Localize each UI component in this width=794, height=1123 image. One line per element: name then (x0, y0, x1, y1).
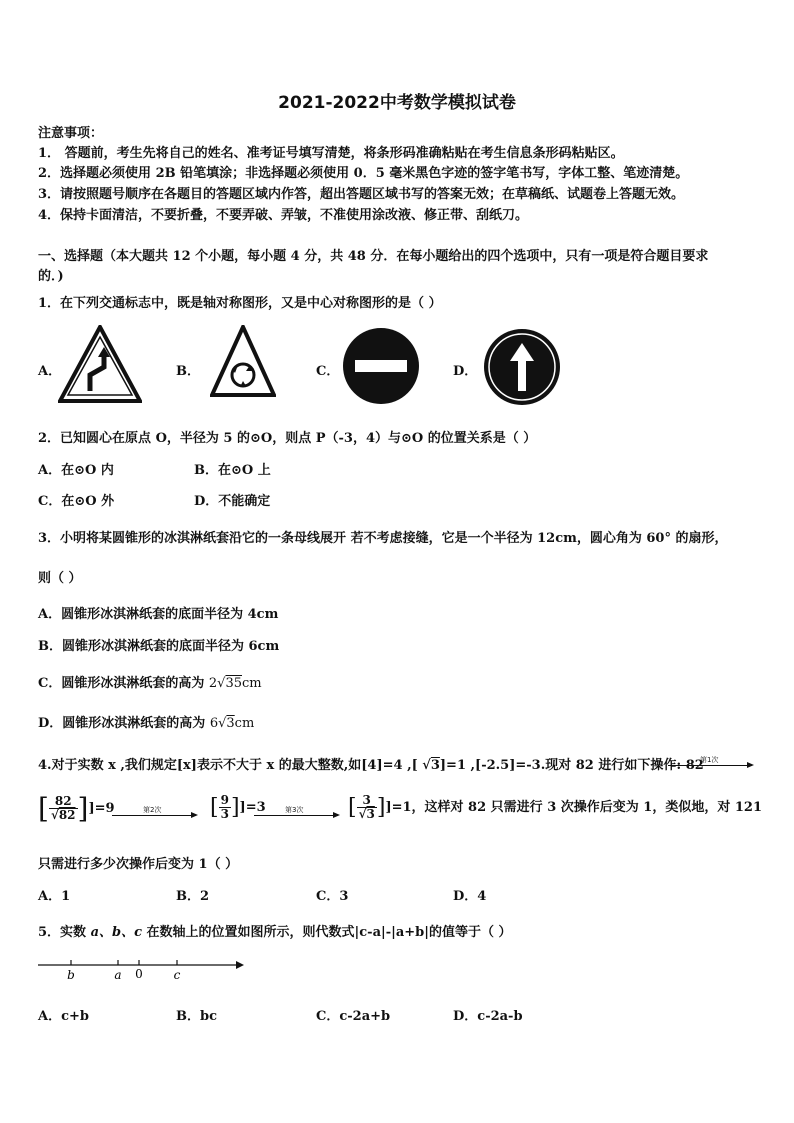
q1-option-c-label: C． (316, 364, 340, 379)
note-item: 3．请按照题号顺序在各题目的答题区域内作答，超出答题区域书写的答案无效；在草稿纸、试题卷上答题无效。 (38, 187, 685, 202)
double-bend-sign-icon (58, 325, 142, 403)
q5-stem-part: 5．实数 (38, 925, 91, 940)
question-2-stem: 2．已知圆心在原点 O，半径为 5 的⊙O，则点 P（-3，4）与⊙O 的位置关系是（ ） (38, 431, 537, 446)
frac1-num: 82 (49, 795, 78, 809)
frac3-den: 3 (366, 807, 375, 822)
q2-option-d: D．不能确定 (194, 494, 271, 509)
number-line (36, 955, 246, 983)
q2-option-b: B．在⊙O 上 (194, 463, 271, 478)
q2-option-c: C．在⊙O 外 (38, 494, 115, 509)
question-3-stem: 3．小明将某圆锥形的冰淇淋纸套沿它的一条母线展开 若不考虑接缝，它是一个半径为 12cm，圆心角为 60° 的扇形， (38, 531, 728, 546)
question-5-stem (38, 921, 512, 940)
note-item: 2．选择题必须使用 2B 铅笔填涂；非选择题必须使用 0．5 毫米黑色字迹的签字笔书写，字体工整、笔迹清楚。 (38, 166, 689, 181)
notes-heading: 注意事项： (38, 126, 104, 141)
q3-option-d-radicand: 3 (226, 716, 235, 731)
q3-option-c-text: C．圆锥形冰淇淋纸套的高为 (38, 676, 209, 691)
q4-option-a: A．1 (38, 889, 71, 904)
q3-option-d-text: D．圆锥形冰淇淋纸套的高为 (38, 716, 210, 731)
op-arrow-1 (668, 765, 752, 766)
axis-label-c: c (173, 968, 181, 982)
page-title: 2021-2022中考数学模拟试卷 (278, 93, 516, 113)
question-1-stem: 1．在下列交通标志中，既是轴对称图形，又是中心对称图形的是（ ） (38, 296, 442, 311)
q1-option-d-label: D． (453, 364, 478, 379)
question-4-stem: 4.对于实数 x ,我们规定[x]表示不大于 x 的最大整数,如[4]=4 ,[ √3]=1 ,[-2.5]=-3.现对 82 进行如下操作: 82 (38, 758, 704, 773)
q3-option-d-coef: 6 (209, 716, 219, 731)
q5-option-c: C．c-2a+b (316, 1009, 391, 1024)
q4-eq3: ]=1，这样对 82 只需进行 3 次操作后变为 1，类似地，对 121 (385, 800, 762, 816)
q5-stem-part: 在数轴上的位置如图所示，则代数式|c-a|-|a+b|的值等于（ ） (142, 925, 512, 940)
axis-label-0: 0 (135, 967, 143, 981)
q4-stem-part: 4.对于实数 x ,我们规定[x]表示不大于 x 的最大整数,如[4]=4 ,[ (38, 758, 418, 773)
number-line-arrow-icon (236, 961, 244, 969)
q4-eq2: ]=3 (239, 800, 266, 816)
q5-option-b: B．bc (176, 1009, 217, 1024)
q3-option-c-unit: cm (242, 676, 262, 691)
q4-step2: [ $\frac{9}{3}$ ]]=3 (210, 793, 266, 822)
q4-step3: [ $\frac{3}{√3}$ ]]=1，这样对 82 只需进行 3 次操作后变为 1，类似地，对 121 (348, 793, 762, 822)
q4-option-d: D．4 (453, 889, 487, 904)
q4-sqrt: 3 (430, 758, 440, 773)
q4-eq1: ]=9 (88, 801, 115, 816)
frac2-num: 9 (220, 793, 229, 807)
note-item: 1． 答题前，考生先将自己的姓名、准考证号填写清楚，将条形码准确粘贴在考生信息条形码粘贴区。 (38, 146, 624, 161)
q3-option-c: C．圆锥形冰淇淋纸套的高为 2√35cm (38, 676, 262, 691)
op-arrow-1-label: 第1次 (700, 756, 719, 764)
q4-option-c: C．3 (316, 889, 349, 904)
q3-option-a: A．圆锥形冰淇淋纸套的底面半径为 4cm (38, 607, 279, 622)
q3-option-c-coef: 2 (208, 676, 218, 691)
axis-label-b: b (67, 968, 75, 982)
frac1-den: 82 (58, 808, 76, 822)
op-arrow-3 (254, 815, 338, 816)
frac3-num: 3 (357, 794, 377, 808)
q4-row2: [ $\frac{82}{√82}$ ]]=9 (38, 792, 115, 825)
q4-option-b: B．2 (176, 889, 210, 904)
q3-option-d: D．圆锥形冰淇淋纸套的高为 6√3cm (38, 716, 255, 731)
q3-option-b: B．圆锥形冰淇淋纸套的底面半径为 6cm (38, 639, 280, 654)
q5-option-d: D．c-2a-b (453, 1009, 523, 1024)
q1-option-b-label: B． (176, 364, 200, 379)
section-heading: 一、选择题（本大题共 12 个小题，每小题 4 分，共 48 分．在每小题给出的四个选项中，只有一项是符合题目要求 (38, 249, 709, 264)
note-item: 4．保持卡面清洁，不要折叠，不要弄破、弄皱，不准使用涂改液、修正带、刮纸刀。 (38, 208, 529, 223)
question-4-stem-end: 只需进行多少次操作后变为 1（ ） (38, 857, 239, 872)
no-entry-sign-icon (342, 327, 420, 405)
straight-ahead-sign-icon (482, 327, 562, 407)
q1-option-a-label: A． (38, 364, 62, 379)
q2-option-a: A．在⊙O 内 (38, 463, 114, 478)
roundabout-sign-icon (210, 325, 276, 397)
frac2-den: 3 (220, 807, 229, 822)
op-arrow-2-label: 第2次 (143, 806, 162, 814)
op-arrow-2 (112, 815, 196, 816)
question-3-stem-cont: 则（ ） (38, 571, 82, 586)
q5-option-a: A．c+b (38, 1009, 89, 1024)
q5-stem-vars: a、b、c (90, 925, 143, 940)
q3-option-d-unit: cm (234, 716, 255, 731)
q3-option-c-radicand: 35 (225, 676, 242, 691)
axis-label-a: a (114, 968, 122, 982)
section-heading-cont: 的．) (38, 269, 64, 284)
q4-stem-part: ]=1 ,[-2.5]=-3.现对 82 进行如下操作: 82 (439, 758, 704, 773)
op-arrow-3-label: 第3次 (285, 806, 304, 814)
